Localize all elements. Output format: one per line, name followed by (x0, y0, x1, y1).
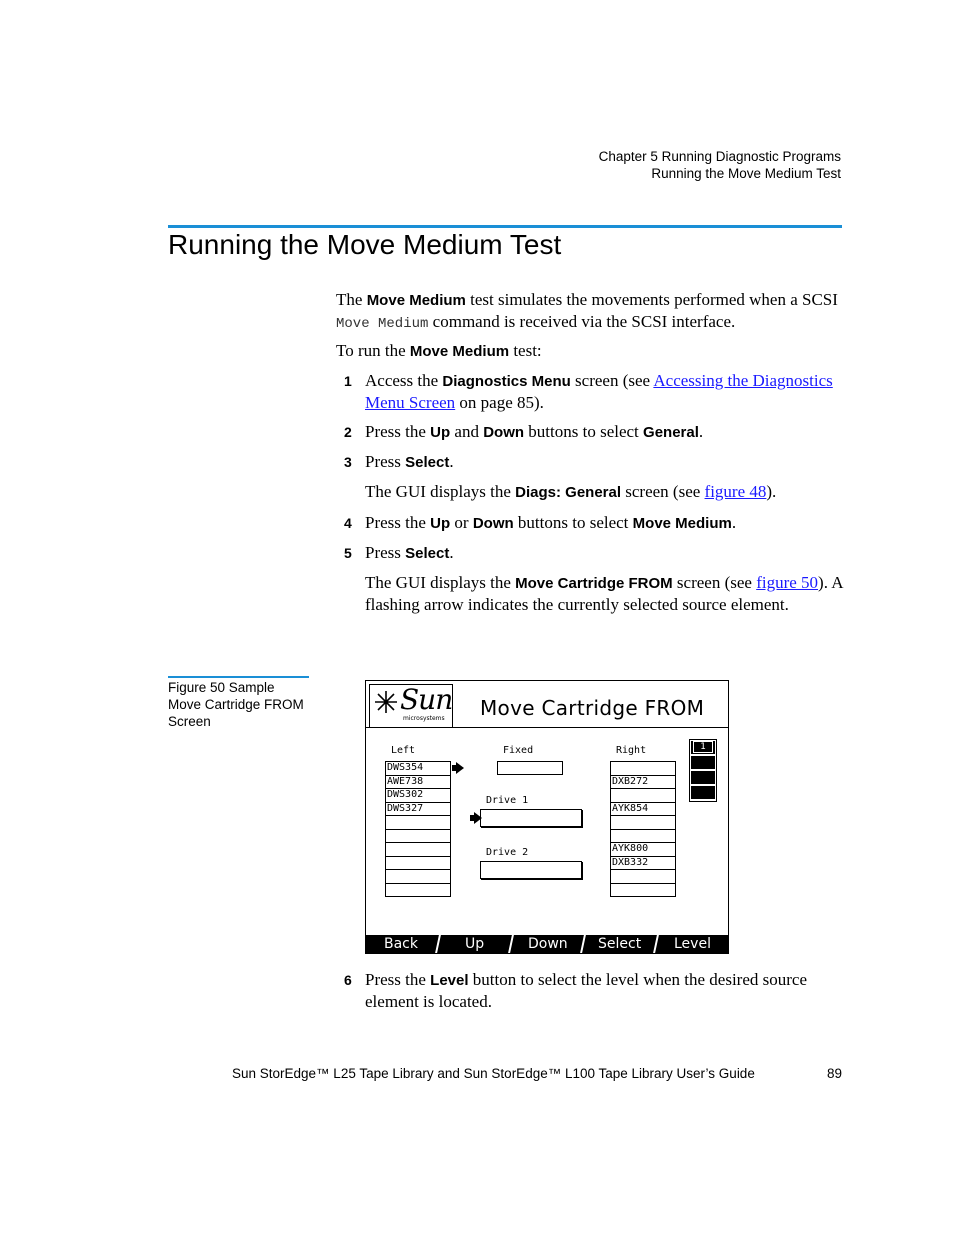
left-magazine (385, 761, 451, 897)
ui-term: General (643, 424, 699, 441)
level-cell-1[interactable] (691, 741, 715, 755)
text: The GUI displays the (365, 482, 516, 501)
sun-logo-text: Sun (400, 683, 453, 716)
text: buttons to select (513, 513, 633, 532)
page-footer (232, 1066, 842, 1081)
footer-title: Sun StorEdge™ L25 Tape Library and Sun StorEdge™ L100 Tape Library User’s Guide (232, 1066, 755, 1081)
select-button[interactable] (580, 935, 657, 953)
step-result (365, 573, 845, 615)
right-column-label: Right (616, 745, 647, 756)
ui-term: Move Medium (632, 515, 732, 532)
selection-arrow-icon (456, 762, 464, 774)
level-cell[interactable] (691, 756, 715, 770)
down-button[interactable] (508, 935, 585, 953)
step-text (365, 513, 845, 535)
right-slot[interactable] (611, 762, 675, 776)
step-number: 3 (344, 454, 352, 470)
text: . (449, 452, 454, 471)
right-slot[interactable] (611, 830, 675, 844)
left-slot[interactable]: DWS327 (386, 803, 450, 817)
right-magazine (610, 761, 676, 897)
drive-1-box[interactable] (480, 809, 582, 827)
right-slot[interactable] (611, 884, 675, 897)
right-slot[interactable]: DXB272 (611, 776, 675, 790)
step-number: 2 (344, 424, 352, 440)
caption-line: Figure 50 Sample (168, 680, 275, 695)
left-slot[interactable]: DWS302 (386, 789, 450, 803)
ui-term: Up (430, 424, 451, 441)
running-header-chapter: Chapter 5 Running Diagnostic Programs (598, 149, 841, 164)
text: The GUI displays the (365, 573, 516, 592)
text: ). A flashing arrow indicates the currently selected source element. (365, 573, 843, 614)
text: . (698, 422, 704, 441)
step-text (365, 543, 845, 565)
text: To run the (336, 341, 410, 360)
page-number: 89 (826, 1066, 842, 1081)
level-cell[interactable] (691, 786, 715, 800)
select-button-label: Select (598, 936, 642, 952)
text: button to select the level when the desired source element is located. (365, 970, 808, 1011)
right-slot[interactable]: DXB332 (611, 857, 675, 871)
ui-term: Move Medium (366, 292, 466, 309)
text: test: (509, 341, 542, 360)
text: Press the (365, 422, 431, 441)
up-button[interactable] (435, 935, 512, 953)
screen-title: Move Cartridge FROM (480, 696, 705, 720)
text: screen (see (672, 573, 757, 592)
ui-term: Move Medium (409, 343, 510, 360)
step-number: 1 (344, 373, 352, 389)
step-result (365, 482, 845, 504)
text: on page 85). (455, 392, 544, 412)
left-slot[interactable] (386, 816, 450, 830)
figure-50-link[interactable]: figure 50 (756, 573, 819, 592)
move-cartridge-screen (365, 680, 729, 954)
ui-term: Up (430, 515, 451, 532)
screen-title-rule (366, 727, 728, 728)
caption-line: Move Cartridge FROM (168, 697, 304, 712)
ui-term: Move Cartridge FROM (515, 575, 673, 592)
down-button-label: Down (527, 936, 567, 952)
figure-48-link[interactable]: figure 48 (704, 482, 767, 501)
caption-rule (168, 676, 309, 678)
text: command is received via the SCSI interface. (428, 311, 736, 331)
back-button[interactable] (364, 935, 439, 953)
level-button[interactable] (653, 935, 730, 953)
drive-2-box[interactable] (480, 861, 582, 879)
left-slot[interactable]: AWE738 (386, 776, 450, 790)
softkey-bar (366, 935, 728, 953)
text: . (731, 513, 737, 532)
text: Press the (365, 513, 431, 532)
back-button-label: Back (384, 936, 419, 952)
level-indicator (689, 739, 717, 802)
text: or (450, 513, 473, 532)
text: buttons to select (524, 422, 644, 441)
drive-1-label: Drive 1 (486, 795, 529, 806)
ui-term: Select (405, 454, 450, 471)
text: Press (365, 452, 406, 471)
step-text (365, 452, 845, 474)
text: Access the (365, 371, 443, 390)
left-slot[interactable] (386, 843, 450, 857)
running-header (599, 148, 841, 182)
text: screen (see (621, 482, 705, 501)
left-column-label: Left (391, 745, 416, 756)
text: . (449, 543, 454, 562)
level-button-label: Level (674, 936, 712, 952)
right-slot[interactable] (611, 789, 675, 803)
accessing-diagnostics-link[interactable]: Accessing the Diagnostics Menu Screen (365, 371, 833, 412)
left-slot[interactable] (386, 870, 450, 884)
right-slot[interactable]: AYK854 (611, 803, 675, 817)
caption-line: Screen (168, 714, 211, 729)
text: The (336, 290, 367, 309)
right-slot[interactable] (611, 870, 675, 884)
text: and (450, 422, 484, 441)
right-slot[interactable] (611, 816, 675, 830)
ui-term: Diagnostics Menu (442, 373, 571, 390)
left-slot[interactable] (386, 857, 450, 871)
figure-caption (168, 679, 313, 730)
code-term: Move Medium (336, 315, 429, 332)
step-number: 4 (344, 515, 352, 531)
drive-2-label: Drive 2 (486, 847, 529, 858)
level-cell[interactable] (691, 771, 715, 785)
text: ). (766, 482, 777, 501)
page-title: Running the Move Medium Test (168, 229, 562, 260)
text: Press the (365, 970, 431, 989)
fixed-label: Fixed (503, 745, 534, 756)
step-text (365, 970, 845, 1012)
left-slot[interactable]: DWS354 (386, 762, 450, 776)
left-slot[interactable] (386, 830, 450, 844)
up-button-label: Up (464, 936, 484, 952)
step-text (365, 422, 845, 444)
fixed-slot[interactable] (497, 761, 563, 775)
ui-term: Diags: General (515, 484, 622, 501)
step-number: 6 (344, 972, 352, 988)
ui-term: Down (483, 424, 525, 441)
step-number: 5 (344, 545, 352, 561)
text: Press (365, 543, 406, 562)
running-header-section: Running the Move Medium Test (651, 166, 841, 181)
sun-logo-subtext: microsystems (403, 715, 445, 722)
text: screen (see (570, 371, 654, 390)
ui-term: Select (405, 545, 450, 562)
level-number: 1 (693, 741, 712, 753)
step-text (365, 371, 845, 413)
ui-term: Level (430, 972, 469, 989)
intro-paragraph (336, 290, 846, 334)
left-slot[interactable] (386, 884, 450, 897)
ui-term: Down (472, 515, 514, 532)
text: test simulates the movements performed when a SCSI (465, 290, 838, 309)
right-slot[interactable]: AYK800 (611, 843, 675, 857)
sun-logo (369, 684, 453, 728)
procedure-intro (336, 341, 846, 363)
